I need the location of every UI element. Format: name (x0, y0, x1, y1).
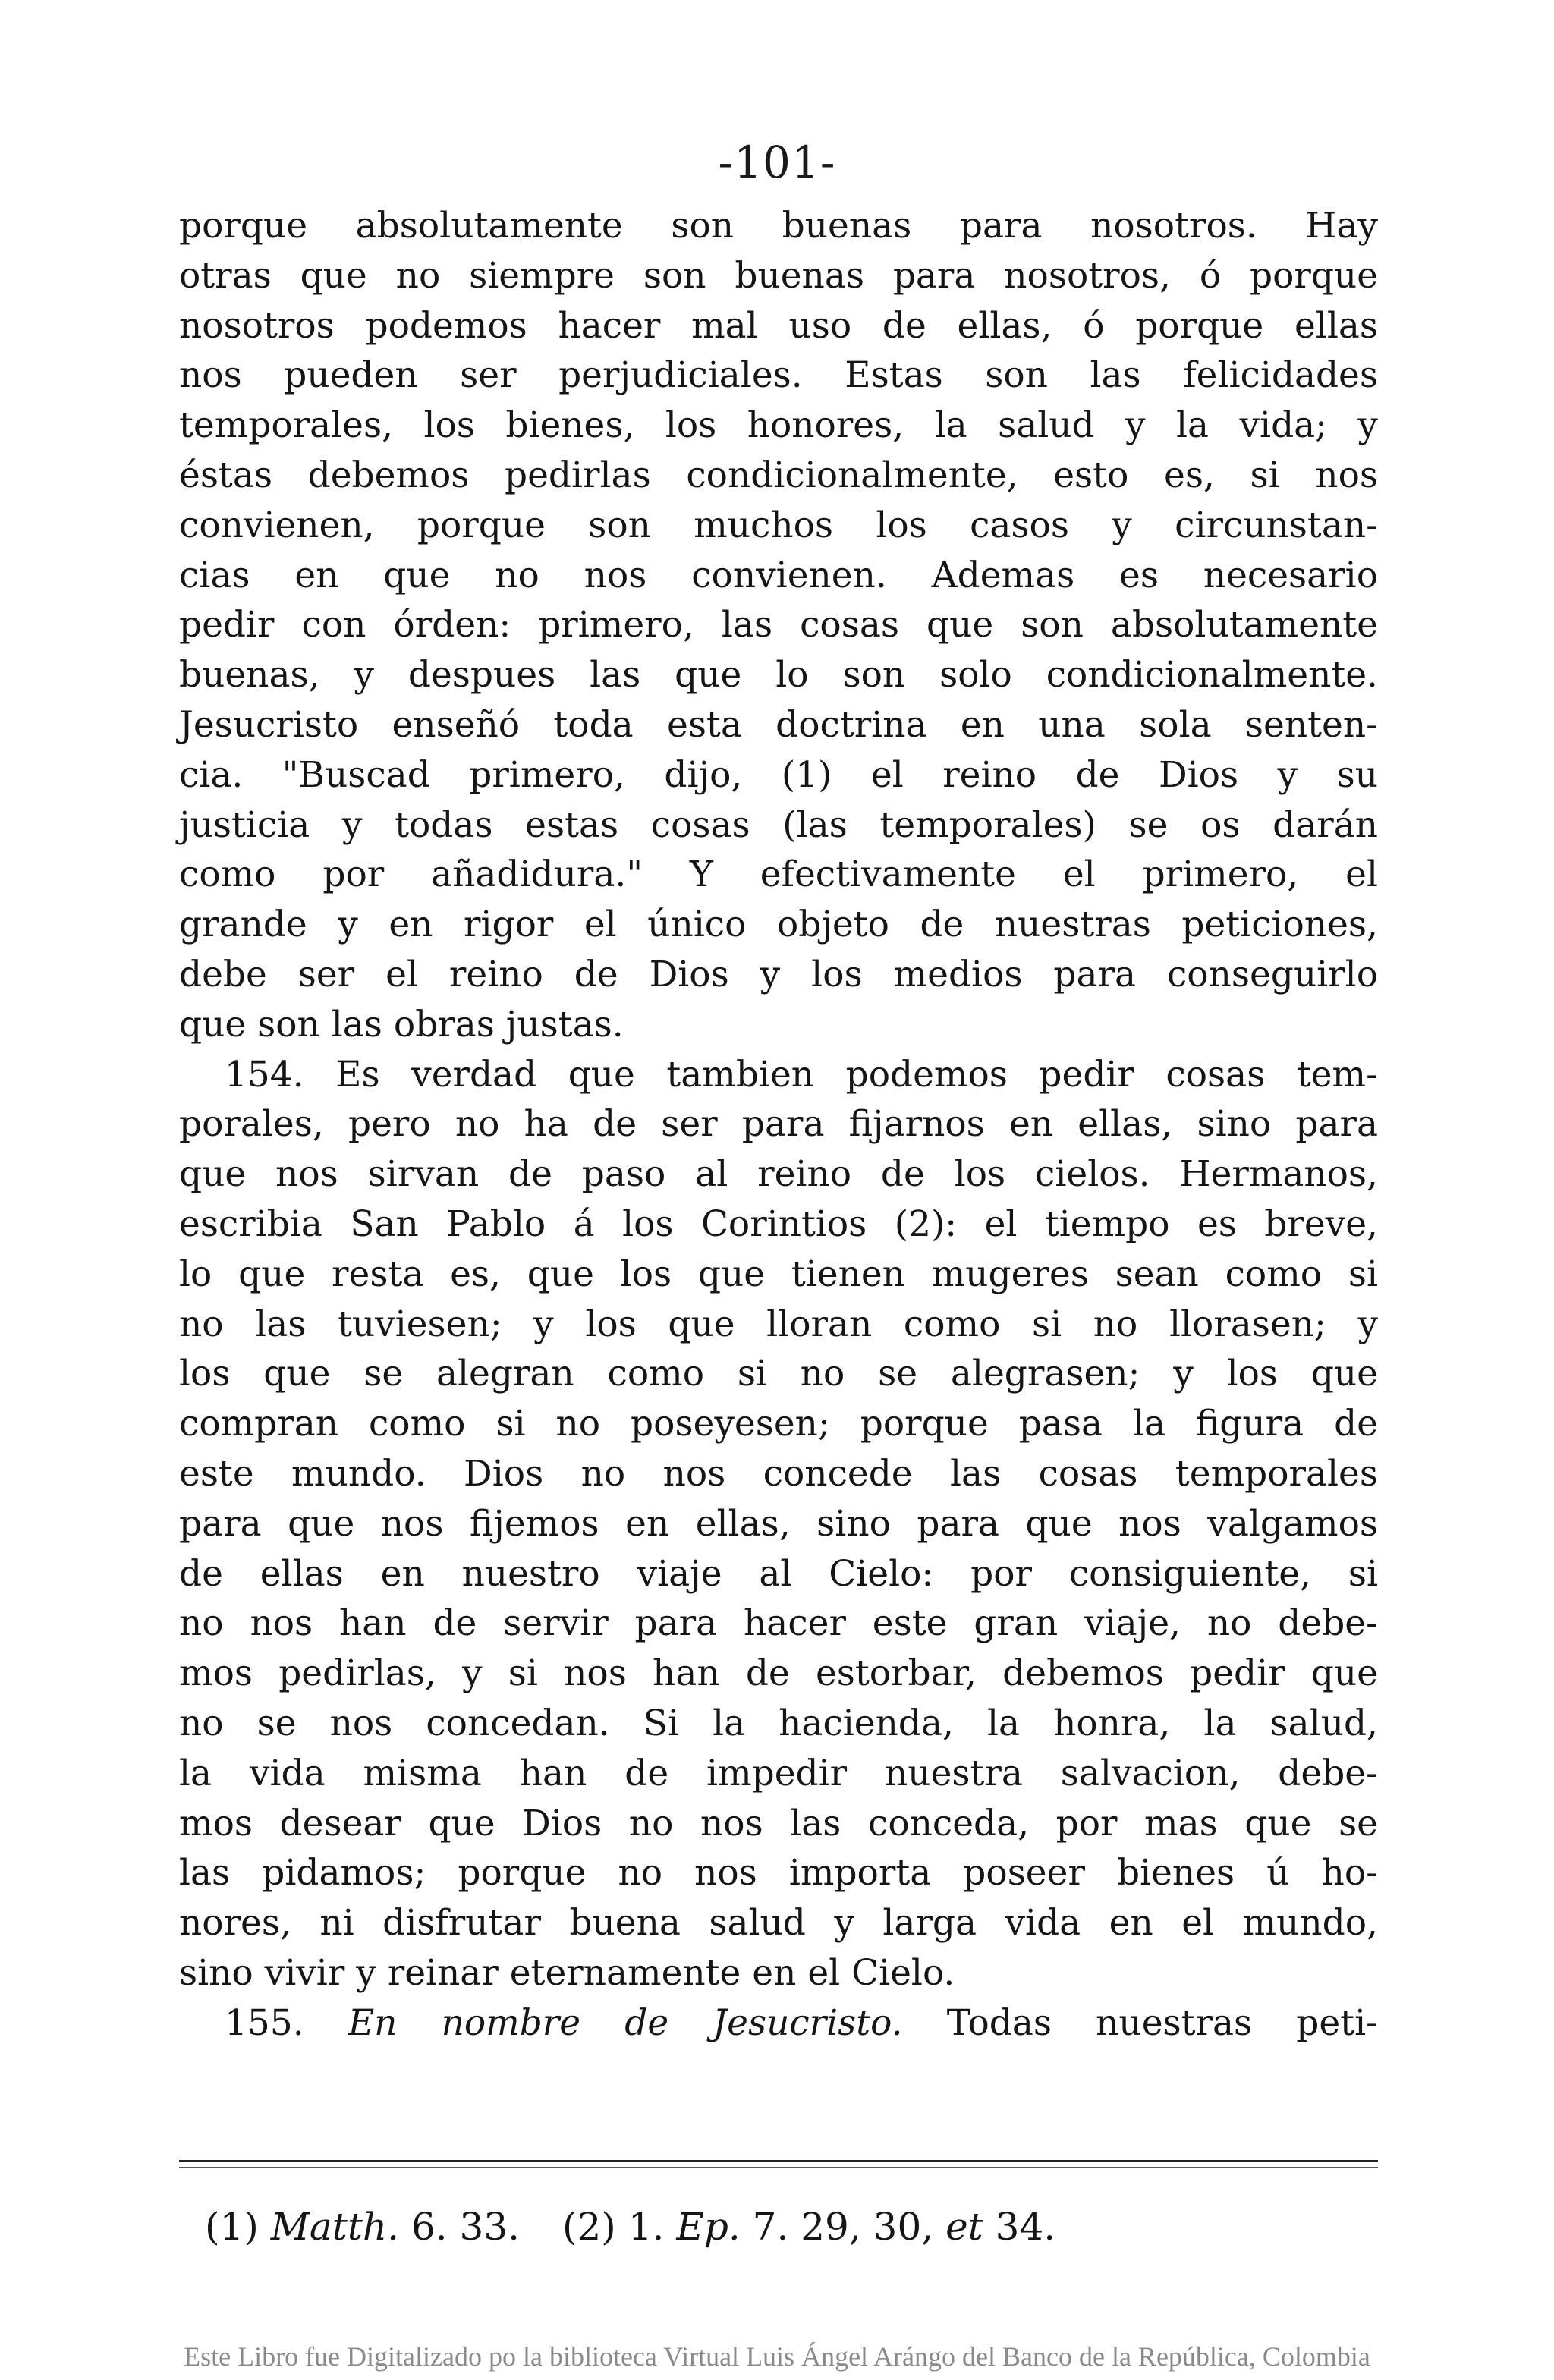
page-number: -101- (718, 137, 836, 188)
text-line: Jesucristo enseñó toda esta doctrina en una sola senten- (179, 703, 1378, 746)
text-line: no se nos concedan. Si la hacienda, la honra, la salud, (179, 1702, 1378, 1744)
footnote-source: Ep. (676, 2205, 741, 2249)
text-line: que nos sirvan de paso al reino de los cielos. Hermanos, (179, 1153, 1378, 1196)
text-line: mos pedirlas, y si nos han de estorbar, debemos pedir que (179, 1652, 1378, 1695)
footnote-rule (179, 2160, 1378, 2162)
digitization-credit: Este Libro fue Digitalizado po la biblioteca Virtual Luis Ángel Arángo del Banco de la República, Colombia (184, 2341, 1370, 2372)
text-line: escribia San Pablo á los Corintios (2): el tiempo es breve, (179, 1203, 1378, 1245)
footnote-1 (205, 2205, 520, 2249)
text-line: como por añadidura." Y efectivamente el primero, el (179, 854, 1378, 896)
text-line: de ellas en nuestro viaje al Cielo: por consiguiente, si (179, 1552, 1378, 1595)
text-line: que son las obras justas. (179, 1003, 624, 1045)
section-text: Todas nuestras peti- (946, 2001, 1378, 2044)
body-text (179, 201, 1378, 2048)
text-line: mos desear que Dios no nos las conceda, por mas que se (179, 1802, 1378, 1844)
footnotes (205, 2200, 1389, 2253)
text-line: grande y en rigor el único objeto de nuestras peticiones, (179, 904, 1378, 946)
text-line: cias en que no nos convienen. Ademas es necesario (179, 554, 1378, 596)
text-line: este mundo. Dios no nos concede las cosas temporales (179, 1452, 1378, 1495)
footnote-2 (562, 2205, 1055, 2249)
text-line: sino vivir y reinar eternamente en el Cielo. (179, 1951, 955, 1994)
text-line: justicia y todas estas cosas (las temporales) se os darán (179, 803, 1378, 846)
text-line: para que nos fijemos en ellas, sino para que nos valgamos (179, 1502, 1378, 1545)
text-line: nosotros podemos hacer mal uso de ellas, ó porque ellas (179, 304, 1378, 347)
text-line: los que se alegran como si no se alegrasen; y los que (179, 1353, 1378, 1395)
text-line: otras que no siempre son buenas para nosotros, ó porque (179, 254, 1378, 297)
text-line: las pidamos; porque no nos importa poseer bienes ú ho- (179, 1852, 1378, 1894)
footnote-source: Matth. (270, 2205, 400, 2249)
text-line: no las tuviesen; y los que lloran como si no llorasen; y (179, 1303, 1378, 1345)
text-line: éstas debemos pedirlas condicionalmente, esto es, si nos (179, 454, 1378, 496)
footnote-marker: (1) (205, 2205, 259, 2249)
text-line: nores, ni disfrutar buena salud y larga vida en el mundo, (179, 1902, 1378, 1945)
footnote-book: 1. (628, 2205, 665, 2249)
footnote-ref: 6. 33. (411, 2205, 521, 2249)
footnote-et: et (945, 2205, 983, 2249)
text-line: temporales, los bienes, los honores, la salud y la vida; y (179, 404, 1378, 447)
paragraph-154-start: 154. Es verdad que tambien podemos pedir cosas tem- (225, 1053, 1378, 1096)
paragraph-155-start (179, 1998, 1378, 2048)
text-line: porque absolutamente son buenas para nosotros. Hay (179, 205, 1378, 247)
footnote-ref: 7. 29, 30, (752, 2205, 934, 2249)
text-line: porales, pero no ha de ser para fijarnos en ellas, sino para (179, 1103, 1378, 1146)
footnote-marker: (2) (562, 2205, 616, 2249)
text-line: debe ser el reino de Dios y los medios para conseguirlo (179, 953, 1378, 995)
text-line: convienen, porque son muchos los casos y circunstan- (179, 504, 1378, 546)
text-line: la vida misma han de impedir nuestra salvacion, debe- (179, 1752, 1378, 1794)
text-line: nos pueden ser perjudiciales. Estas son las felicidades (179, 354, 1378, 397)
section-number: 155. (225, 2001, 304, 2044)
section-heading: En nombre de Jesucristo. (348, 2001, 903, 2044)
footnote-ref-end: 34. (995, 2205, 1056, 2249)
text-line: no nos han de servir para hacer este gran viaje, no debe- (179, 1602, 1378, 1645)
text-line: lo que resta es, que los que tienen mugeres sean como si (179, 1253, 1378, 1295)
text-line: pedir con órden: primero, las cosas que son absolutamente (179, 604, 1378, 646)
text-line: buenas, y despues las que lo son solo condicionalmente. (179, 654, 1378, 696)
footnote-rule-thin (179, 2167, 1378, 2168)
text-line: cia. "Buscad primero, dijo, (1) el reino de Dios y su (179, 753, 1378, 796)
text-line: compran como si no poseyesen; porque pasa la figura de (179, 1403, 1378, 1445)
